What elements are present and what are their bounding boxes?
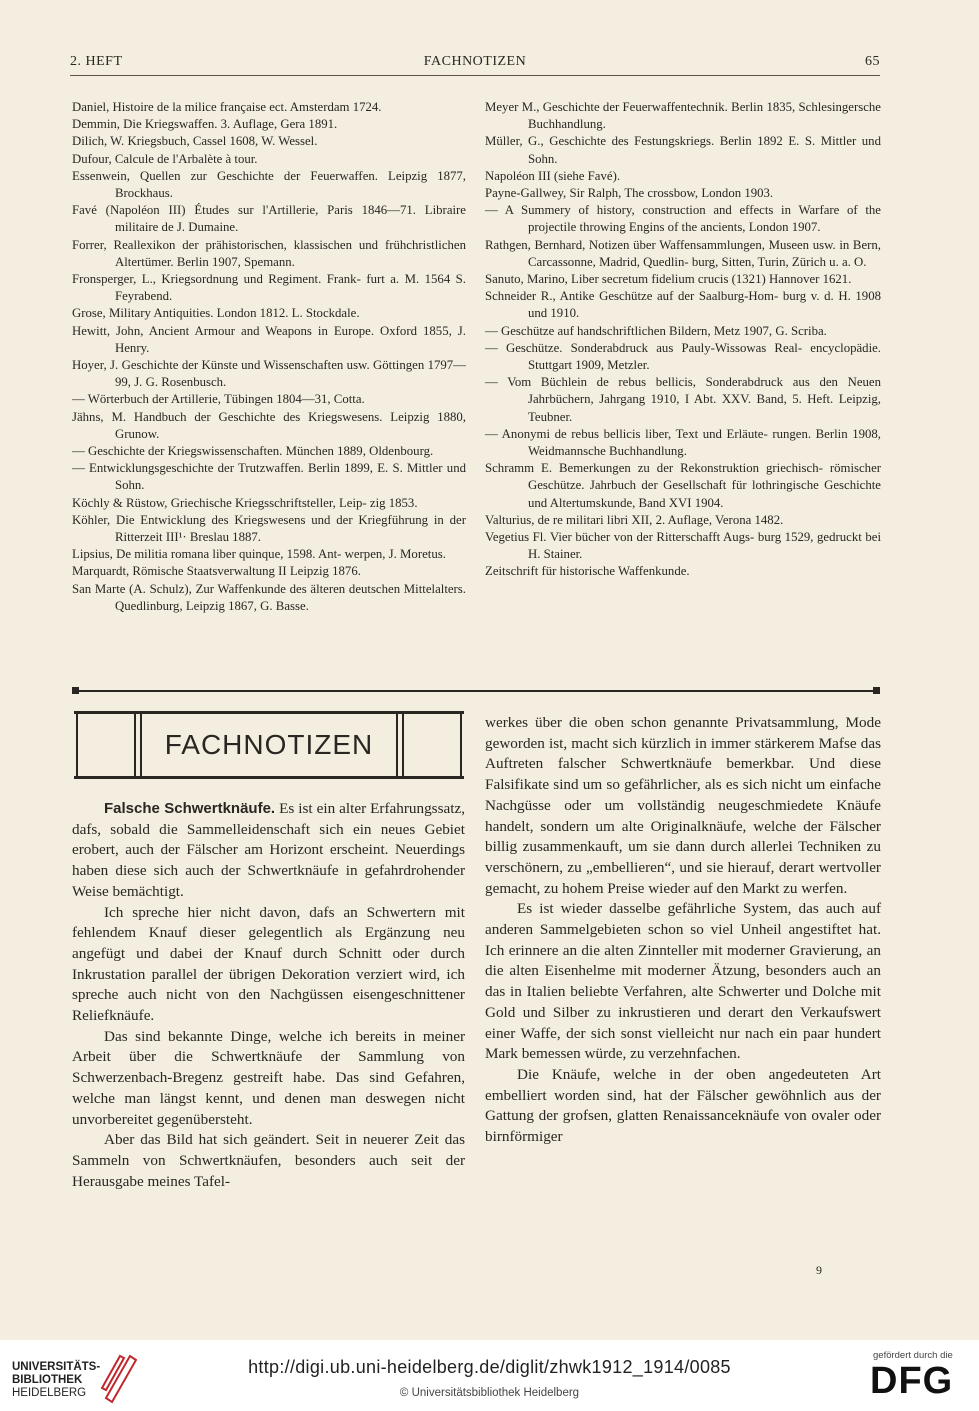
bibliography-entry-line: — Geschütze auf handschriftlichen Bildern, Metz 1907, (485, 323, 773, 338)
bibliography-entry-line: Jähns, M. Handbuch der Geschichte des Kriegswesens. (72, 409, 383, 424)
copyright-notice: © Universitätsbibliothek Heidelberg (399, 1387, 580, 1399)
library-logo-icon (100, 1348, 140, 1404)
bibliography-entry-line: — A Summery of history, construction and effects in (485, 203, 791, 218)
title-frame-line (76, 714, 78, 776)
bibliography-entry-line: Sanuto, Marino, Liber secretum fidelium crucis (1321) (485, 272, 766, 287)
running-header (70, 54, 880, 74)
article-paragraph: Das sind bekannte Dinge, welche ich bereits in meiner Arbeit über die Schwertknäufe der Sammlung von Schwerzenbach-Bregenz gestreift habe. Das sind Gefahren, welche man längst kennt, und denen man deswegen nicht unvorbereitet gegenübersteht. (72, 1027, 465, 1128)
bibliography-entry-line: Museen usw. in Bern, Carcassonne, Madrid, Quedlin- (528, 237, 881, 269)
bibliography-entry-line: rungen. Berlin 1908, Weidmannsche Buchhandlung. (528, 426, 882, 459)
bibliography-entry (485, 202, 881, 236)
bibliography-entry-line: Fronsperger, L., Kriegsordnung und Regiment. Frank- (72, 272, 361, 287)
article-left-column (72, 799, 465, 1192)
bibliography-entry-line: Grose, Military Antiquities. London 1812. L. Stockdale. (72, 306, 360, 321)
bibliography-entry-line: römischer Geschütze. Jahrbuch der Gesellschaft für (528, 461, 882, 493)
bibliography-entry-line: — Geschütze. Sonderabdruck aus Pauly-Wissowas Real- (485, 340, 803, 355)
bibliography-right-column (485, 99, 881, 581)
section-separator (72, 686, 880, 695)
bibliography-entry-line: Leipzig 1877, Brockhaus. (115, 168, 466, 201)
bibliography-entry (485, 237, 881, 271)
bibliography-entry-line: frühchristlichen Altertümer. Berlin 1907, Spemann. (115, 237, 467, 269)
bibliography-entry-line: Oldenbourg. (369, 444, 434, 459)
funding-label: gefördert durch die (873, 1350, 953, 1361)
separator-line (78, 690, 874, 692)
bibliography-entry-line: Essenwein, Quellen zur Geschichte der Feuerwaffen. (72, 168, 378, 183)
title-frame-line (402, 714, 404, 776)
article-paragraph: Ich spreche hier nicht davon, dafs an Schwertern mit fehlendem Knauf dieser gelegentlich als Ergänzung neu angefügt und dabei der Knauf durch Schnitt oder durch Inkrustation parallel der übrigen Dekoration verziert wird, ich spreche auch nicht von den Nachgüssen eisengeschnittener Reliefknäufe. (72, 903, 465, 1025)
bibliography-entry-line: — Wörterbuch der Artillerie, Tübingen 1804—31, Cotta. (72, 392, 365, 407)
bibliography-entry-line: Hoyer, J. Geschichte der Künste und Wissenschaften (72, 358, 344, 373)
bibliography-entry-line: Lipsius, De militia romana liber quinque, 1598. Ant- (72, 547, 342, 562)
bibliography-entry (485, 288, 881, 322)
bibliography-entry-line: furt a. M. 1564 S. Feyrabend. (115, 272, 466, 304)
article-paragraph: Es ist wieder dasselbe gefährliche System, das auch auf anderen Sammelgebieten schon so viel Unheil angestiftet hat. Ich erinnere an die alten Zinnteller mit moderner Gravierung, an die alten Eisenhelme mit moderner Ätzung, besonders auch an das in Italien beliebte Verfahren, alte Schwerter und Dolche mit Gold und Silber zu inkrustieren und derart den Verkaufswert einer Waffe, der sich sonst vielleicht nur nach ein paar hundert Mark bemessen würde, zu verzehnfachen. (485, 900, 881, 1063)
article-paragraph: Die Knäufe, welche in der oben angedeuteten Art embelliert worden sind, hat der Fälscher gewöhnlich aus der Gattung der grofsen, glatten Renaissanceknäufe von ovaler oder birnförmiger (485, 1065, 881, 1146)
bibliography-entry-line: San Marte (A. Schulz), Zur Waffenkunde des älteren (72, 581, 346, 596)
library-line: UNIVERSITÄTS- (12, 1361, 101, 1373)
article-right-column (485, 713, 881, 1148)
signature-number: 9 (816, 1263, 822, 1277)
bibliography-entry (485, 340, 881, 374)
library-name (12, 1361, 100, 1400)
title-frame-line (460, 714, 462, 776)
bibliography-entry-line: Warfare of the projectile throwing Engins of the (528, 203, 881, 235)
bibliography-entry (72, 202, 466, 236)
bibliography-entry-line: burg v. d. H. 1908 und 1910. (528, 289, 881, 321)
bibliography-entry (485, 563, 881, 580)
bibliography-entry (72, 581, 466, 615)
paragraph-text: Es ist ein alter Erfahrungssatz, dafs, sobald die Sammelleidenschaft sich ein neues Gebiet erobert, auch der Fälscher am Horizont erscheint. Neuerdings haben diese sich auch der Schwertknäufe in gefahrdrohender Weise bemächtigt. (72, 800, 465, 900)
bibliography-entry (72, 512, 466, 546)
title-frame-line (396, 714, 398, 776)
bibliography-entry (485, 529, 881, 563)
bibliography-entry-line: Müller, G., Geschichte des Festungskriegs. Berlin 1892 (485, 134, 783, 149)
bibliography-entry-line: Forrer, Reallexikon der prähistorischen, klassischen und (72, 237, 379, 252)
bibliography-entry-line: G. Scriba. (775, 323, 827, 338)
bibliography-entry-line: Hannover 1621. (768, 272, 852, 287)
bibliography-entry (485, 271, 881, 288)
bibliography-entry-line: E. S. Mittler und Sohn. (528, 134, 881, 166)
bibliography-entry (485, 99, 881, 133)
bibliography-entry-line: E. S. Mittler und Sohn. (115, 461, 466, 493)
bibliography-entry (72, 271, 466, 305)
title-frame-line (140, 714, 142, 776)
bibliography-entry-line: usw. Göttingen 1797—99, J. G. Rosenbusch. (115, 358, 466, 390)
title-frame-line (134, 714, 136, 776)
section-title-box (74, 711, 464, 779)
dfg-logo: DFG (870, 1360, 954, 1402)
bibliography-entry (485, 133, 881, 167)
bibliography-entry (72, 116, 466, 133)
bibliography-entry-line: Dilich, W. Kriegsbuch, Cassel 1608, W. Wessel. (72, 134, 318, 149)
bibliography-entry-line: Libraire militaire de J. Dumaine. (115, 203, 466, 235)
bibliography-entry (72, 323, 466, 357)
bibliography-entry-line: Favé (Napoléon III) Études sur l'Artillerie, Paris 1846—71. (72, 203, 416, 218)
article-paragraph: werkes über die oben schon genannte Privatsammlung, Mode geworden ist, macht sich kürzlich in immer stärkerem Mafse das Auftreten falscher Schwertknäufe bemerkbar. Und diese Falsifikate sind um so gefährlicher, als es sich nicht um einfache Nachgüsse oder um vollständig neugeschmiedete Knäufe handelt, sondern um alte Originalknäufe, welche der Fälscher billig zusammenkauft, um sie dann durch allerlei Techniken zu verschönern, zu „embellieren“, und sie hierauf, derart wertvoller gemacht, zu hohem Preise wieder auf den Markt zu werfen. (485, 714, 881, 897)
bibliography-entry-line: XVI 1904. (668, 495, 724, 510)
bibliography-entry (485, 374, 881, 426)
bibliography-entry (485, 323, 881, 340)
bibliography-entry-line: G. Basse. (260, 598, 309, 613)
bibliography-entry-line: Schlesingersche Buchhandlung. (528, 100, 881, 132)
library-line: BIBLIOTHEK (12, 1374, 83, 1386)
header-rule (70, 75, 880, 76)
bibliography-entry-line: burg, Sitten, Turin, Zürich u. a. O. (691, 254, 867, 269)
bibliography-entry-line: lothringische Geschichte und Altertumskunde, Band (528, 478, 881, 510)
bibliography-entry (485, 512, 881, 529)
bibliography-entry (72, 99, 466, 116)
running-title: FACHNOTIZEN (423, 54, 527, 69)
bibliography-entry-line: Napoléon III (siehe Favé). (485, 168, 621, 183)
bibliography-entry (72, 357, 466, 391)
bibliography-entry-line: deutschen Mittelalters. Quedlinburg, Leipzig 1867, (115, 581, 466, 613)
bibliography-entry (72, 409, 466, 443)
bibliography-entry-line: XXV. Band, 5. Heft. Leipzig, Teubner. (528, 392, 881, 424)
bibliography-entry-line: — Entwicklungsgeschichte der Trutzwaffen. Berlin 1899, (72, 461, 373, 476)
bibliography-entry (485, 168, 881, 185)
bibliography-entry (72, 495, 466, 512)
bibliography-left-column (72, 99, 466, 615)
separator-end-right (873, 687, 880, 694)
bibliography-entry-line: — Geschichte der Kriegswissenschaften. München 1889, (72, 444, 366, 459)
bibliography-entry (72, 443, 466, 460)
article-paragraph: Aber das Bild hat sich geändert. Seit in neuerer Zeit das Sammeln von Schwertknäufen, besonders auch seit der Herausgabe meines Tafel- (72, 1131, 465, 1190)
bibliography-entry-line: ancients, London 1907. (700, 220, 821, 235)
bibliography-entry-line: — Vom Büchlein de rebus bellicis, Sonderabdruck aus (485, 375, 810, 390)
bibliography-entry (485, 185, 881, 202)
article-paragraph (72, 799, 465, 903)
bibliography-entry-line: Meyer M., Geschichte der Feuerwaffentechnik. Berlin 1835, (485, 100, 796, 114)
issue-label: 2. HEFT (70, 54, 123, 69)
bibliography-entry-line: Schneider R., Antike Geschütze auf der Saalburg-Hom- (485, 289, 779, 304)
bibliography-entry-line: Vegetius Fl. Vier bücher von der Ritterschafft Augs- (485, 530, 755, 545)
library-line: HEIDELBERG (12, 1387, 87, 1399)
bibliography-entry-line: Dufour, Calcule de l'Arbalète à tour. (72, 151, 258, 166)
bibliography-entry-line: werpen, J. Moretus. (344, 547, 446, 562)
article-heading: Falsche Schwertknäufe. (104, 800, 276, 817)
bibliography-entry-line: Marquardt, Römische Staatsverwaltung II Leipzig 1876. (72, 564, 361, 579)
bibliography-entry-line: Valturius, de re militari libri XII, 2. Auflage, Verona 1482. (485, 512, 784, 527)
bibliography-entry (72, 563, 466, 580)
bibliography-entry (72, 237, 466, 271)
page-number: 65 (865, 54, 880, 69)
bibliography-entry-line: Demmin, Die Kriegswaffen. 3. Auflage, Gera 1891. (72, 117, 338, 132)
section-title: FACHNOTIZEN (164, 729, 374, 760)
bibliography-entry (72, 305, 466, 322)
bibliography-entry (485, 460, 881, 512)
bibliography-entry-line: Oxford 1855, J. Henry. (115, 323, 466, 355)
bibliography-entry-line: Kriegführung in der Ritterzeit III¹· Breslau 1887. (115, 512, 466, 545)
bibliography-entry-line: Köhler, Die Entwicklung des Kriegswesens und der (72, 512, 353, 527)
bibliography-entry-line: Payne-Gallwey, Sir Ralph, The crossbow, London 1903. (485, 186, 774, 201)
bibliography-entry-line: Zeitschrift für historische Waffenkunde. (485, 564, 690, 579)
bibliography-entry-line: Hewitt, John, Ancient Armour and Weapons in Europe. (72, 323, 375, 338)
bibliography-entry (485, 426, 881, 460)
bibliography-entry (72, 460, 466, 494)
bibliography-entry (72, 151, 466, 168)
bibliography-entry (72, 546, 466, 563)
digitization-footer (0, 1340, 979, 1411)
bibliography-entry-line: Schramm E. Bemerkungen zu der Rekonstruktion griechisch- (485, 461, 823, 476)
bibliography-entry (72, 391, 466, 408)
bibliography-entry (72, 168, 466, 202)
bibliography-entry-line: Daniel, Histoire de la milice française ect. Amsterdam 1724. (72, 100, 382, 114)
bibliography-entry-line: burg 1529, gedruckt bei H. Stainer. (528, 530, 881, 562)
bibliography-entry-line: zig 1853. (369, 495, 418, 510)
bibliography-entry-line: Rathgen, Bernhard, Notizen über Waffensammlungen, (485, 237, 765, 252)
bibliography-entry-line: encyclopädie. Stuttgart 1909, Metzler. (528, 340, 881, 373)
bibliography-entry-line: — Anonymi de rebus bellicis liber, Text und Erläute- (485, 426, 768, 441)
bibliography-entry-line: Leipzig 1880, Grunow. (115, 409, 467, 441)
bibliography-entry-line: den Neuen Jahrbüchern, Jahrgang 1910, I Abt. (528, 375, 882, 407)
bibliography-entry-line: Köchly & Rüstow, Griechische Kriegsschriftsteller, Leip- (72, 495, 367, 510)
permalink-url[interactable]: http://digi.ub.uni-heidelberg.de/diglit/zhwk1912_1914/0085 (248, 1357, 731, 1377)
bibliography-entry (72, 133, 466, 150)
